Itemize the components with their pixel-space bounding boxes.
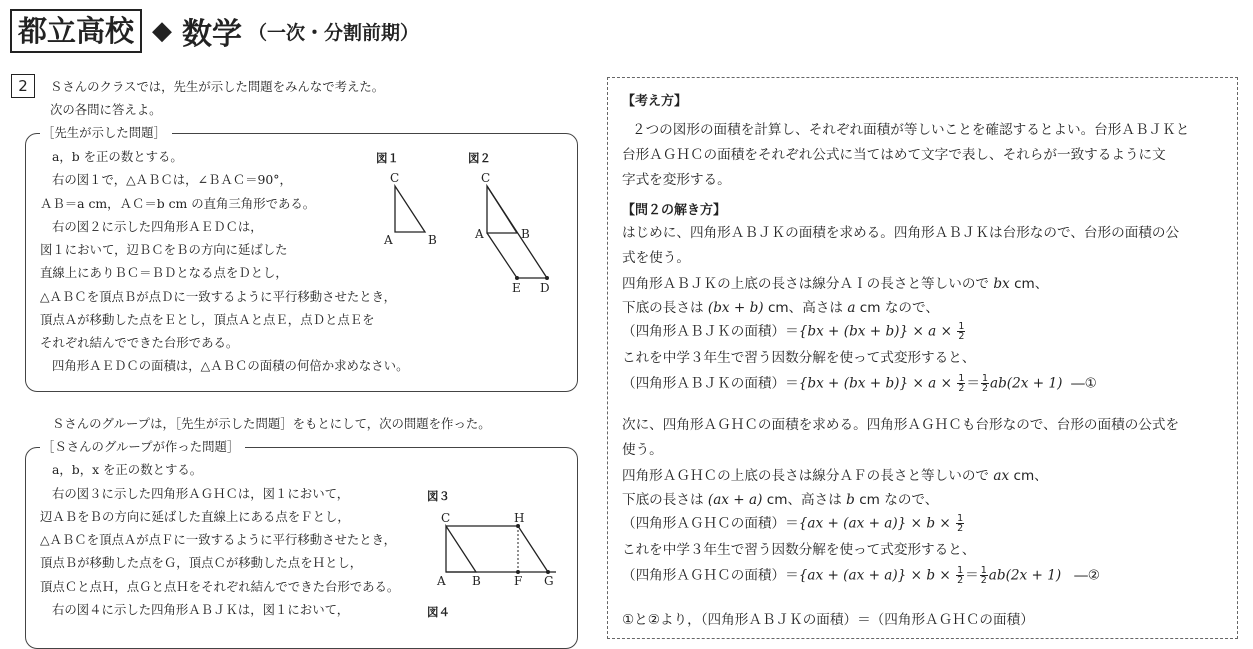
box1-line: ＡＢ＝a cm，ＡＣ＝b cm の直角三角形である。 xyxy=(40,196,316,211)
teacher-problem-label: ［先生が示した問題］ xyxy=(40,125,172,141)
intro-line-2: 次の各問に答えよ。 xyxy=(50,102,162,117)
box2-line: 右の図４に示した四角形ＡＢＪＫは，図１において， xyxy=(52,602,350,617)
figure-1-label: 図１ xyxy=(376,151,399,165)
solution-line: これを中学３年生で習う因数分解を使って式変形すると、 xyxy=(622,350,976,366)
group-problem-label: ［Ｓさんのグループが作った問題］ xyxy=(40,439,245,455)
box1-line: △ＡＢＣを頂点Ｂが点Ｄに一致するように平行移動させたとき， xyxy=(40,289,396,304)
point-b-label: B xyxy=(472,574,481,588)
fraction-half: $\frac{1}{2}$ xyxy=(958,321,965,342)
solution-line: 使う。 xyxy=(622,442,663,458)
box2-line: 右の図３に示した四角形ＡＧＨＣは，図１において， xyxy=(52,486,350,501)
fraction-half: $\frac{1}{2}$ xyxy=(980,565,987,586)
solution-line-lower-base-abjk: 下底の長さは (bx + b) cm、高さは a cm なので、 xyxy=(622,300,939,316)
triangle-abc xyxy=(446,526,476,572)
equation-abjk-area: （四角形ＡＢＪＫの面積）＝{bx + (bx + b)} × a × $\frac{1}{2}$ xyxy=(622,321,965,342)
solution-line-upper-base-abjk: 四角形ＡＢＪＫの上底の長さは線分ＡＩの長さと等しいので bx cm、 xyxy=(622,276,1049,292)
school-type-label: 都立高校 xyxy=(10,9,142,53)
group-intro-text: Ｓさんのグループは，［先生が示した問題］をもとにして，次の問題を作った。 xyxy=(52,416,491,431)
point-a-label: A xyxy=(384,233,393,247)
equation-aghc-area: （四角形ＡＧＨＣの面積）＝{ax + (ax + a)} × b × $\frac{1}{2}$ xyxy=(622,513,964,534)
approach-heading: 【考え方】 xyxy=(622,94,688,109)
solution-heading: 【問２の解き方】 xyxy=(622,203,727,218)
box2-line: 辺ＡＢをＢの方向に延ばした直線上にある点をＦとし， xyxy=(40,509,350,524)
box1-line: 直線上にありＢＣ＝ＢＤとなる点をＤとし， xyxy=(40,265,288,280)
figure-2-trapezoid xyxy=(470,168,560,296)
point-e-label: E xyxy=(512,281,521,295)
figure-3-trapezoid xyxy=(430,508,560,588)
point-h-label: H xyxy=(514,511,525,525)
figure-4-label: 図４ xyxy=(427,605,450,619)
solution-line-upper-base-aghc: 四角形ＡＧＨＣの上底の長さは線分ＡＦの長さと等しいので ax cm、 xyxy=(622,468,1048,484)
box1-line: 頂点Ａが移動した点をＥとし，頂点Ａと点Ｅ，点Ｄと点Ｅを xyxy=(40,312,375,327)
box1-line: 右の図１で，△ＡＢＣは，∠ＢＡＣ＝90°， xyxy=(52,172,292,187)
box1-line: 四角形ＡＥＤＣの面積は，△ＡＢＣの面積の何倍か求めなさい。 xyxy=(52,358,409,373)
equation-abjk-factored: （四角形ＡＢＪＫの面積）＝{bx + (bx + b)} × a × $\frac{1}{2}$ ＝ $\frac{1}{2}$ ab(2x + 1) ―① xyxy=(622,373,1097,394)
solution-line: これを中学３年生で習う因数分解を使って式変形すると、 xyxy=(622,542,976,558)
figure-2-label: 図２ xyxy=(468,151,491,165)
point-g-label: G xyxy=(544,574,554,588)
point-e-dot xyxy=(515,276,519,280)
point-f-label: F xyxy=(514,574,523,588)
point-d-label: D xyxy=(540,281,550,295)
fraction-half: $\frac{1}{2}$ xyxy=(957,513,964,534)
point-b-label: B xyxy=(428,233,437,247)
fraction-half: $\frac{1}{2}$ xyxy=(958,373,965,394)
point-b-label: B xyxy=(521,227,530,241)
box1-line: 右の図２に示した四角形ＡＥＤＣは， xyxy=(52,219,263,234)
question-number: 2 xyxy=(11,74,35,98)
point-c-label: C xyxy=(441,511,451,525)
approach-line: 字式を変形する。 xyxy=(622,172,731,188)
fraction-half: $\frac{1}{2}$ xyxy=(981,373,988,394)
box2-line: 頂点Ｂが移動した点をＧ，頂点Ｃが移動した点をＨとし， xyxy=(40,555,363,570)
box1-line: それぞれ結んでできた台形である。 xyxy=(40,335,239,350)
point-c-label: C xyxy=(481,171,491,185)
box1-line: 図１において，辺ＢＣをＢの方向に延ばした xyxy=(40,242,288,257)
approach-line: ２つの図形の面積を計算し、それぞれ面積が等しいことを確認するとよい。台形ＡＢＪＫと xyxy=(632,122,1190,138)
intro-line-1: Ｓさんのクラスでは，先生が示した問題をみんなで考えた。 xyxy=(50,79,385,94)
fraction-half: $\frac{1}{2}$ xyxy=(957,565,964,586)
solution-line: 式を使う。 xyxy=(622,250,690,266)
approach-line: 台形ＡＧＨＣの面積をそれぞれ公式に当てはめて文字で表し、それらが一致するように文 xyxy=(622,147,1166,163)
solution-line: はじめに、四角形ＡＢＪＫの面積を求める。四角形ＡＢＪＫは台形なので、台形の面積の公 xyxy=(622,225,1180,241)
box1-line: a，b を正の数とする。 xyxy=(52,149,183,164)
solution-panel xyxy=(607,77,1238,639)
box2-line: △ＡＢＣを頂点Ａが点Ｆに一致するように平行移動させたとき， xyxy=(40,532,396,547)
box2-line: a，b，x を正の数とする。 xyxy=(52,462,203,477)
diamond-icon: ◆ xyxy=(152,16,173,46)
conclusion-line: ①と②より，（四角形ＡＢＪＫの面積）＝（四角形ＡＧＨＣの面積） xyxy=(622,612,1034,628)
figure-1-triangle xyxy=(380,168,450,252)
exam-subtitle: （一次・分割前期） xyxy=(248,21,420,44)
point-c-label: C xyxy=(390,171,400,185)
figure-3-label: 図３ xyxy=(427,489,450,503)
subject-title: 数学 xyxy=(182,17,243,52)
trapezoid-aedc xyxy=(487,186,547,278)
point-d-dot xyxy=(545,276,549,280)
solution-line-lower-base-aghc: 下底の長さは (ax + a) cm、高さは b cm なので、 xyxy=(622,492,939,508)
point-a-label: A xyxy=(437,574,446,588)
box2-line: 頂点Ｃと点Ｈ，点Ｇと点Ｈをそれぞれ結んでできた台形である。 xyxy=(40,579,400,594)
triangle-abc xyxy=(395,186,425,232)
equation-aghc-factored: （四角形ＡＧＨＣの面積）＝{ax + (ax + a)} × b × $\frac{1}{2}$ ＝ $\frac{1}{2}$ ab(2x + 1) ―② xyxy=(622,565,1100,586)
point-a-label: A xyxy=(475,227,484,241)
problem-panel xyxy=(0,0,600,620)
solution-line: 次に、四角形ＡＧＨＣの面積を求める。四角形ＡＧＨＣも台形なので、台形の面積の公式を xyxy=(622,417,1180,433)
